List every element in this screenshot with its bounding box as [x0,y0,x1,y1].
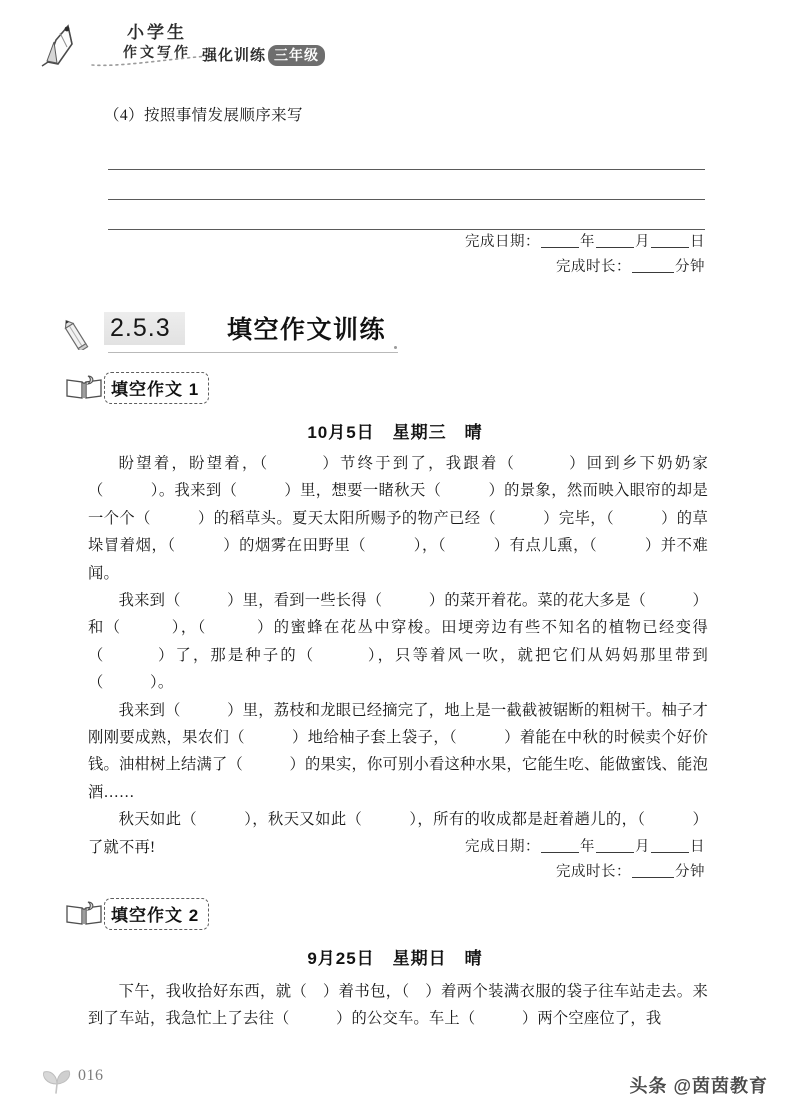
completion-date-label: 完成日期： [465,839,540,855]
leaf-icon [40,1064,74,1094]
question-label: （4）按照事情发展顺序来写 [104,107,303,124]
body-paragraph: 下午，我收拾好东西，就（ ）着书包，（ ）着两个装满衣服的袋子往车站走去。来到了车站，我急忙上了去往（ ）的公交车。车上（ ）两个空座位了，我 [88,983,708,1028]
date-year-blank[interactable] [541,839,579,853]
write-line[interactable] [108,140,705,170]
answer-write-lines[interactable] [108,140,705,230]
diary-date-2: 9月25日 星期日 晴 [307,949,483,968]
date-month-blank[interactable] [596,839,634,853]
pencil-icon [38,22,90,70]
page-number: 016 [78,1067,104,1084]
header-badge [202,44,325,66]
year-unit: 年 [580,234,595,250]
page-footer [40,1062,160,1102]
section-number: 2.5.3 [104,312,185,345]
date-day-blank[interactable] [651,234,689,248]
write-line[interactable] [108,200,705,230]
exercise-tag-label: 填空作文 1 [104,372,209,404]
section-underline [108,352,398,353]
watermark: 头条 @茵茵教育 [629,1076,768,1096]
section-heading [62,308,392,356]
open-book-icon [64,374,104,400]
date-month-blank[interactable] [596,234,634,248]
duration-blank[interactable] [632,259,674,273]
day-unit: 日 [690,839,705,855]
completion-duration-label: 完成时长： [556,864,631,880]
body-paragraph: 盼望着，盼望着，（ ）节终于到了，我跟着（ ）回到乡下奶奶家（ ）。我来到（ ）里，想要一睹秋天（ ）的景象，然而映入眼帘的却是一个个（ ）的稻草头。夏天太阳所赐予的物产已经（ ）完毕，（ ）的草垛冒着烟，（ ）的烟雾在田野里（ ），（ ）有点儿熏，（ ）并不难闻。 [88,455,708,582]
body-paragraph: 秋天如此（ ），秋天又如此（ ），所有的收成都是赶着趟儿的，（ ）了就不再! [88,811,708,856]
header-badge-text: 强化训练 [202,48,267,64]
pencil-icon [62,314,102,350]
duration-blank[interactable] [632,864,674,878]
section-end-dot [394,346,397,349]
month-unit: 月 [635,234,650,250]
completion-date-row [95,835,705,860]
exercise-1-body [88,450,708,861]
header-title-line1: 小学生 [127,23,187,42]
page-header [30,14,360,76]
month-unit: 月 [635,839,650,855]
exercise-2-body [88,978,708,1033]
day-unit: 日 [690,234,705,250]
section-title: 填空作文训练 [227,316,387,344]
body-paragraph: 我来到（ ）里，看到一些长得（ ）的菜开着花。菜的花大多是（ ）和（ ），（ ）的蜜蜂在花丛中穿梭。田埂旁边有些不知名的植物已经变得（ ）了，那是种子的（ ），只等着风一吹，就把它们从妈妈那里带到（ ）。 [88,592,708,692]
completion-duration-row [95,860,705,885]
header-title-line2: 作文写作 [123,45,191,61]
completion-meta-top [95,230,705,280]
completion-date-row [95,230,705,255]
exercise-tag-label: 填空作文 2 [104,898,209,930]
date-day-blank[interactable] [651,839,689,853]
header-grade-pill: 三年级 [268,45,325,66]
completion-duration-row [95,255,705,280]
year-unit: 年 [580,839,595,855]
completion-date-label: 完成日期： [465,234,540,250]
completion-meta-middle [95,835,705,885]
date-year-blank[interactable] [541,234,579,248]
diary-date-1: 10月5日 星期三 晴 [307,423,483,442]
body-paragraph: 我来到（ ）里，荔枝和龙眼已经摘完了，地上是一截截被锯断的粗树干。柚子才刚刚要成熟，果农们（ ）地给柚子套上袋子，（ ）着能在中秋的时候卖个好价钱。油柑树上结满了（ ）的果实，你可别小看这种水果，它能生吃、能做蜜饯、能泡酒…… [88,701,708,801]
minute-unit: 分钟 [675,259,705,275]
open-book-icon [64,900,104,926]
minute-unit: 分钟 [675,864,705,880]
write-line[interactable] [108,170,705,200]
completion-duration-label: 完成时长： [556,259,631,275]
dotted-swoosh-decoration [90,54,210,68]
